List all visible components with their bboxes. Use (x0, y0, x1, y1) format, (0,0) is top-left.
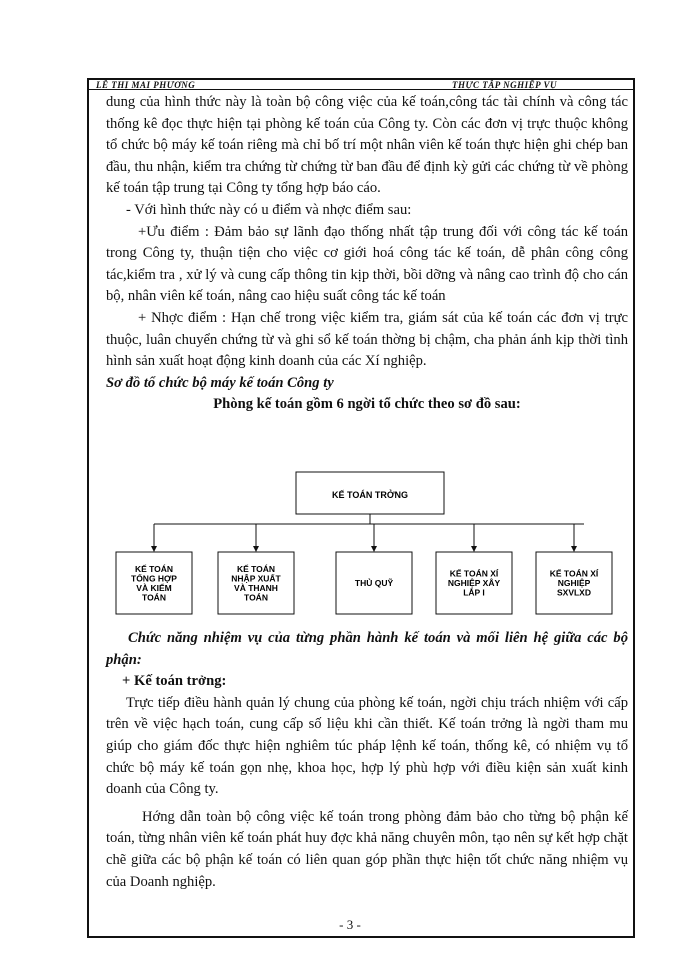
org-child-label-1-2: TỔNG HỢP (131, 573, 177, 584)
org-child-label-2-3: VÀ THANH (234, 582, 278, 593)
org-chart (110, 466, 628, 624)
paragraph-disadvantages: + Nhợc điểm : Hạn chế trong việc kiểm tra, giám sát của kế toán các đơn vị trực thuộc, luân chuyển chứng từ và ghi sổ kế toán thờng bị chậm, cha phản ánh kịp thời tình hình sản xuất hoạt động kinh doanh của các Xí nghiệp. (106, 309, 628, 370)
page-number: - 3 - (339, 917, 361, 932)
org-child-label-5-1: KẾ TOÁN XÍ (549, 568, 599, 579)
paragraph-intro: dung của hình thức này là toàn bộ công việc của kế toán,công tác tài chính và công tác thống kê đọc thực hiện tại phòng kế toán của Công ty. Còn các đơn vị trực thuộc không tổ chức bộ máy kế toán riêng mà chỉ bố trí một nhân viên kế toán thực hiện ghi chép ban đầu, thu nhận, kiểm tra chứng từ chứng từ ban đầu để định kỳ gửi các chứng từ về phòng kế toán tập trung tại Công ty tổng hợp báo cáo. (106, 94, 628, 197)
paragraph-guidance: Hớng dẫn toàn bộ công việc kế toán trong phòng đảm bảo cho từng bộ phận kế toán, từng nhân viên kế toán phát huy đợc khả năng chuyên môn, tạo nên sự kết hợp chặt chẽ giữa các bộ phận kế toán có liên quan góp phần thực hiện tốt chức năng nhiệm vụ của Doanh nghiệp. (106, 808, 628, 890)
org-child-label-1-4: TOÁN (142, 592, 166, 603)
org-arrow-2 (253, 546, 259, 552)
body-text (106, 92, 628, 416)
org-child-label-3-1: THỦ QUỸ (354, 578, 394, 588)
org-child-label-5-2: NGHIỆP (557, 578, 591, 588)
org-child-label-2-4: TOÁN (244, 592, 268, 603)
org-child-label-4-1: KẾ TOÁN XÍ (449, 568, 499, 579)
org-child-label-5-3: SXVLXD (556, 587, 592, 598)
org-arrow-5 (571, 546, 577, 552)
org-child-label-2-2: NHẬP XUẤT (231, 573, 281, 584)
header-right: THỰC TẬP NGHIỆP VỤ (452, 80, 558, 90)
header-rule (89, 89, 633, 90)
header-left: LÊ THỊ MAI PHƯƠNG (96, 80, 196, 90)
org-arrow-3 (371, 546, 377, 552)
org-arrow-1 (151, 546, 157, 552)
section-title: Chức năng nhiệm vụ của từng phần hành kế toán và mối liên hệ giữa các bộ phận: (106, 630, 628, 668)
diagram-subtitle: Phòng kế toán gồm 6 ngời tổ chức theo sơ đồ sau: (213, 396, 521, 413)
org-child-label-2-1: KẾ TOÁN (236, 563, 276, 574)
org-root-label: KẾ TOÁN TRỞNG (331, 490, 409, 500)
paragraph-chief-duties: Trực tiếp điều hành quản lý chung của phòng kế toán, ngời chịu trách nhiệm với cấp trên về việc hạch toán, cung cấp số liệu khi cần thiết. Kế toán trởng là ngời tham mu giúp cho giám đốc thực hiện nghiêm túc pháp lệnh kế toán, thống kê, có nhiệm vụ tổ chức bộ máy kế toán gọn nhẹ, khoa học, hợp lý phù hợp với điều kiện sản xuất kinh doanh của Công ty. (106, 694, 628, 798)
org-child-label-4-2: NGHIỆP XÂY (447, 578, 501, 588)
paragraph-pros-cons-intro: - Với hình thức này có u điểm và nhợc điểm sau: (126, 201, 412, 218)
org-child-label-1-3: VÀ KIỂM (136, 582, 172, 593)
org-arrow-4 (471, 546, 477, 552)
diagram-title: Sơ đồ tổ chức bộ máy kế toán Công ty (106, 374, 334, 391)
org-child-label-1-1: KẾ TOÁN (134, 563, 174, 574)
org-child-label-4-3: LẮP I (463, 587, 485, 598)
subsection-title: + Kế toán trởng: (122, 673, 227, 690)
paragraph-advantages: +Ưu điểm : Đảm bảo sự lãnh đạo thống nhất tập trung đối với công tác kế toán trong Công ty, thuận tiện cho việc cơ giới hoá công tác kế toán, dễ phân công công tác,kiểm tra , xử lý và cung cấp thông tin kịp thời, bồi dỡng và nâng cao trình độ cho cán bộ, nhân viên kế toán, nâng cao hiệu suất công tác kế toán (106, 223, 628, 305)
body-text-2 (106, 628, 628, 893)
